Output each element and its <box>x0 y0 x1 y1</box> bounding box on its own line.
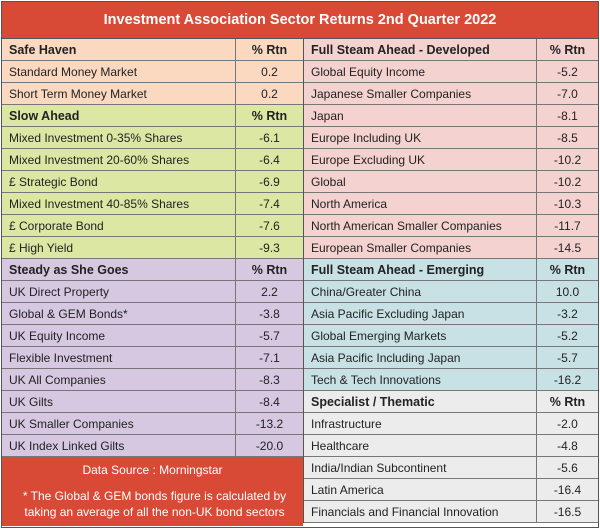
section-title: Full Steam Ahead - Emerging <box>311 262 485 277</box>
column-header-return: % Rtn <box>536 259 598 280</box>
sector-return: 0.2 <box>235 83 303 104</box>
section-header-safe-haven <box>2 39 303 61</box>
table-row <box>2 435 303 457</box>
footnote: * The Global & GEM bonds figure is calculated by taking an average of all the non-UK bond sectors <box>22 489 287 519</box>
column-header-return: % Rtn <box>235 39 303 60</box>
sector-name: UK Gilts <box>9 394 54 409</box>
sector-return: -9.3 <box>235 237 303 258</box>
sector-name: Healthcare <box>311 438 370 453</box>
table-row <box>2 391 303 413</box>
sector-return: -16.2 <box>536 369 598 390</box>
sector-name: Short Term Money Market <box>9 86 147 101</box>
section-header-full-steam-ahead-emerging <box>304 259 598 281</box>
sector-return: -7.4 <box>235 193 303 214</box>
sector-name: UK Equity Income <box>9 328 106 343</box>
table-row <box>2 369 303 391</box>
sector-name: Tech & Tech Innovations <box>311 372 441 387</box>
sector-name: Infrastructure <box>311 416 382 431</box>
table-row <box>2 149 303 171</box>
sector-return: 2.2 <box>235 281 303 302</box>
table-row <box>304 193 598 215</box>
sector-return: -4.8 <box>536 435 598 456</box>
table-row <box>304 171 598 193</box>
sector-returns-table <box>1 1 599 528</box>
section-header-full-steam-ahead-developed <box>304 39 598 61</box>
footer <box>2 457 303 526</box>
sector-return: 10.0 <box>536 281 598 302</box>
sector-return: -10.3 <box>536 193 598 214</box>
column-header-return: % Rtn <box>235 105 303 126</box>
table-row <box>2 171 303 193</box>
sector-return: -11.7 <box>536 215 598 236</box>
sector-name: Europe Including UK <box>311 130 422 145</box>
sector-return: -10.2 <box>536 171 598 192</box>
table-row <box>304 83 598 105</box>
table-row <box>2 347 303 369</box>
sector-name: £ High Yield <box>9 240 74 255</box>
sector-name: UK Index Linked Gilts <box>9 438 125 453</box>
table-row <box>304 303 598 325</box>
sector-return: -20.0 <box>235 435 303 456</box>
sector-name: £ Strategic Bond <box>9 174 98 189</box>
sector-return: -14.5 <box>536 237 598 258</box>
column-header-return: % Rtn <box>536 391 598 412</box>
table-title: Investment Association Sector Returns 2nd Quarter 2022 <box>2 2 598 39</box>
sector-return: -3.8 <box>235 303 303 324</box>
sector-return: -8.3 <box>235 369 303 390</box>
table-row <box>2 303 303 325</box>
sector-name: Mixed Investment 0-35% Shares <box>9 130 183 145</box>
sector-name: UK Direct Property <box>9 284 110 299</box>
sector-name: North America <box>311 196 388 211</box>
sector-return: -16.5 <box>536 501 598 522</box>
table-row <box>304 149 598 171</box>
section-header-steady-as-she-goes <box>2 259 303 281</box>
sector-return: -13.2 <box>235 413 303 434</box>
table-row <box>304 237 598 259</box>
table-row <box>2 127 303 149</box>
sector-name: Global & GEM Bonds* <box>9 306 128 321</box>
sector-name: Standard Money Market <box>9 64 138 79</box>
sector-return: 0.2 <box>235 61 303 82</box>
table-row <box>2 215 303 237</box>
table-row <box>304 61 598 83</box>
section-title: Steady as She Goes <box>9 262 129 277</box>
sector-name: Mixed Investment 40-85% Shares <box>9 196 190 211</box>
sector-name: UK All Companies <box>9 372 106 387</box>
table-row <box>2 325 303 347</box>
table-row <box>304 215 598 237</box>
column-header-return: % Rtn <box>235 259 303 280</box>
table-row <box>2 281 303 303</box>
sector-return: -5.2 <box>536 325 598 346</box>
table-row <box>2 193 303 215</box>
sector-name: European Smaller Companies <box>311 240 472 255</box>
sector-name: Japan <box>311 108 344 123</box>
sector-return: -7.1 <box>235 347 303 368</box>
sector-name: Global Equity Income <box>311 64 426 79</box>
sector-name: Flexible Investment <box>9 350 113 365</box>
sector-name: Asia Pacific Excluding Japan <box>311 306 465 321</box>
right-column <box>303 39 598 523</box>
sector-name: Financials and Financial Innovation <box>311 504 499 519</box>
table-row <box>304 479 598 501</box>
table-row <box>304 325 598 347</box>
sector-name: India/Indian Subcontinent <box>311 460 447 475</box>
table-row <box>304 105 598 127</box>
data-source: Data Source : Morningstar <box>82 463 223 477</box>
sector-return: -7.6 <box>235 215 303 236</box>
table-row <box>304 347 598 369</box>
table-row <box>304 369 598 391</box>
table-row <box>304 457 598 479</box>
section-title: Full Steam Ahead - Developed <box>311 42 490 57</box>
section-header-specialist-thematic <box>304 391 598 413</box>
table-row <box>2 61 303 83</box>
sector-name: Asia Pacific Including Japan <box>311 350 461 365</box>
table-row <box>304 413 598 435</box>
table-row <box>304 435 598 457</box>
sector-name: Japanese Smaller Companies <box>311 86 472 101</box>
section-title: Safe Haven <box>9 42 77 57</box>
sector-return: -8.5 <box>536 127 598 148</box>
section-title: Specialist / Thematic <box>311 394 435 409</box>
table-row <box>2 413 303 435</box>
sector-return: -2.0 <box>536 413 598 434</box>
sector-return: -5.7 <box>235 325 303 346</box>
table-row <box>304 501 598 523</box>
sector-return: -16.4 <box>536 479 598 500</box>
sector-name: Latin America <box>311 482 384 497</box>
sector-name: North American Smaller Companies <box>311 218 502 233</box>
sector-return: -8.4 <box>235 391 303 412</box>
sector-return: -6.9 <box>235 171 303 192</box>
table-row <box>304 281 598 303</box>
section-title: Slow Ahead <box>9 108 80 123</box>
sector-name: Global Emerging Markets <box>311 328 447 343</box>
sector-return: -3.2 <box>536 303 598 324</box>
sector-return: -8.1 <box>536 105 598 126</box>
sector-return: -10.2 <box>536 149 598 170</box>
sector-name: UK Smaller Companies <box>9 416 134 431</box>
sector-name: Europe Excluding UK <box>311 152 426 167</box>
table-row <box>2 83 303 105</box>
column-header-return: % Rtn <box>536 39 598 60</box>
sector-return: -6.1 <box>235 127 303 148</box>
sector-name: £ Corporate Bond <box>9 218 104 233</box>
sector-name: Global <box>311 174 346 189</box>
sector-return: -5.2 <box>536 61 598 82</box>
sector-name: Mixed Investment 20-60% Shares <box>9 152 190 167</box>
sector-return: -5.6 <box>536 457 598 478</box>
sector-name: China/Greater China <box>311 284 422 299</box>
sector-return: -7.0 <box>536 83 598 104</box>
left-column <box>2 39 303 526</box>
sector-return: -6.4 <box>235 149 303 170</box>
section-header-slow-ahead <box>2 105 303 127</box>
sector-return: -5.7 <box>536 347 598 368</box>
table-row <box>2 237 303 259</box>
table-row <box>304 127 598 149</box>
